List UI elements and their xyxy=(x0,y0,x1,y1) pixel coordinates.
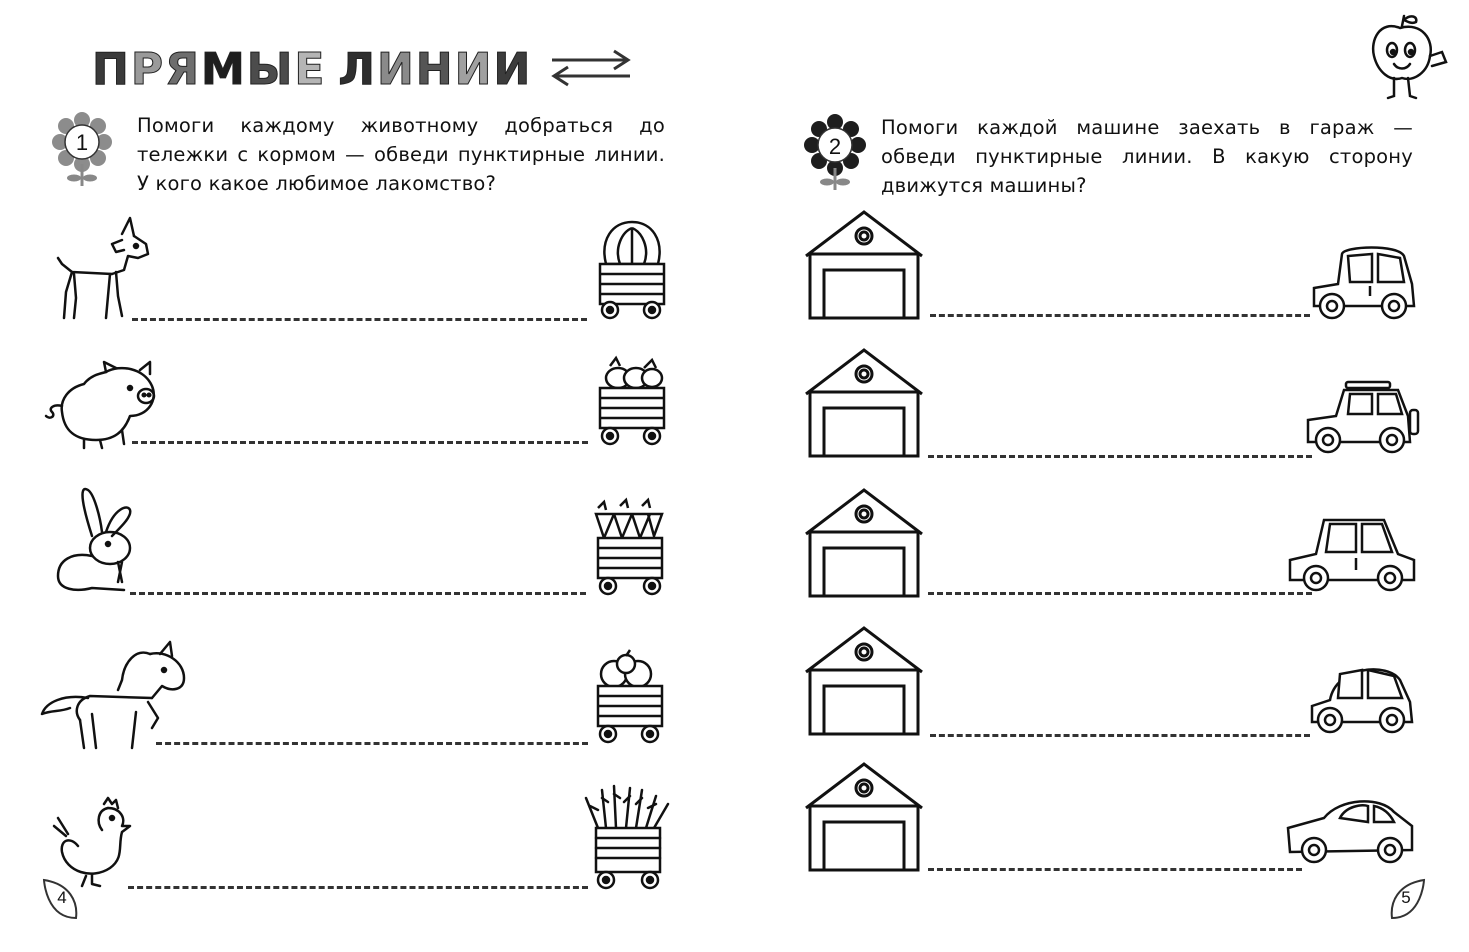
garage-icon xyxy=(804,762,924,874)
page-number-right xyxy=(1384,878,1428,922)
task-2-instructions: Помоги каждой машине заехать в гараж — обведи пунктирные линии. В какую сторону движутся машины? xyxy=(881,116,1413,197)
dashed-line[interactable] xyxy=(130,592,586,595)
garage-icon xyxy=(804,348,924,460)
cart-carrot-top-icon xyxy=(596,356,668,448)
task-1-number: 1 xyxy=(75,130,89,155)
garage-icon xyxy=(804,210,924,322)
right-page xyxy=(734,0,1469,952)
cart-cabbage-icon xyxy=(596,218,668,322)
garage-icon xyxy=(804,626,924,738)
page-number-left xyxy=(40,878,84,922)
sport-car-icon xyxy=(1284,794,1418,870)
hatchback-icon xyxy=(1308,660,1416,740)
cart-apples-icon xyxy=(594,654,666,746)
garage-icon xyxy=(804,488,924,600)
pig-icon xyxy=(44,360,160,450)
dashed-line[interactable] xyxy=(930,314,1310,317)
title-letter: П xyxy=(92,44,129,95)
sedan-icon xyxy=(1286,514,1420,596)
jeep-icon xyxy=(1300,380,1420,462)
double-arrow-icon xyxy=(550,48,632,92)
dashed-line[interactable] xyxy=(930,734,1310,737)
task-1-instructions: Помоги каждому животному добраться до тележки с кормом — обведи пунктирные линии. У кого какое любимое лакомство? xyxy=(137,114,665,195)
title-letter: И xyxy=(493,44,531,95)
dashed-line[interactable] xyxy=(928,592,1312,595)
apple-mascot-icon xyxy=(1366,12,1452,102)
car-icon xyxy=(1308,242,1420,324)
page-title xyxy=(92,40,632,100)
dashed-line[interactable] xyxy=(156,742,588,745)
title-letter: Ы xyxy=(246,44,293,95)
cart-grain-icon xyxy=(584,784,670,892)
rabbit-icon xyxy=(52,486,136,596)
title-letter: Р xyxy=(130,44,164,95)
task-1-badge xyxy=(52,112,122,192)
title-word-2 xyxy=(338,44,531,95)
horse-icon xyxy=(40,640,190,752)
page-number-left-text: 4 xyxy=(57,888,67,907)
dashed-line[interactable] xyxy=(128,886,588,889)
goat-icon xyxy=(52,214,152,324)
cart-carrots-icon xyxy=(590,500,668,600)
chicken-icon xyxy=(52,796,134,888)
dashed-line[interactable] xyxy=(132,441,588,444)
title-letter: И xyxy=(376,44,414,95)
page-number-right-text: 5 xyxy=(1401,888,1411,907)
dashed-line[interactable] xyxy=(132,318,587,321)
title-letter: Н xyxy=(415,44,453,95)
dashed-line[interactable] xyxy=(928,455,1312,458)
title-letter: И xyxy=(454,44,492,95)
task-2-badge xyxy=(804,114,874,194)
dashed-line[interactable] xyxy=(928,868,1302,871)
title-letter: Я xyxy=(165,44,199,95)
title-letter: Е xyxy=(294,44,325,95)
title-letter: Л xyxy=(338,44,375,95)
task-2-number: 2 xyxy=(828,134,842,159)
left-page xyxy=(0,0,734,952)
title-word-1 xyxy=(92,44,325,95)
title-letter: М xyxy=(200,44,245,95)
